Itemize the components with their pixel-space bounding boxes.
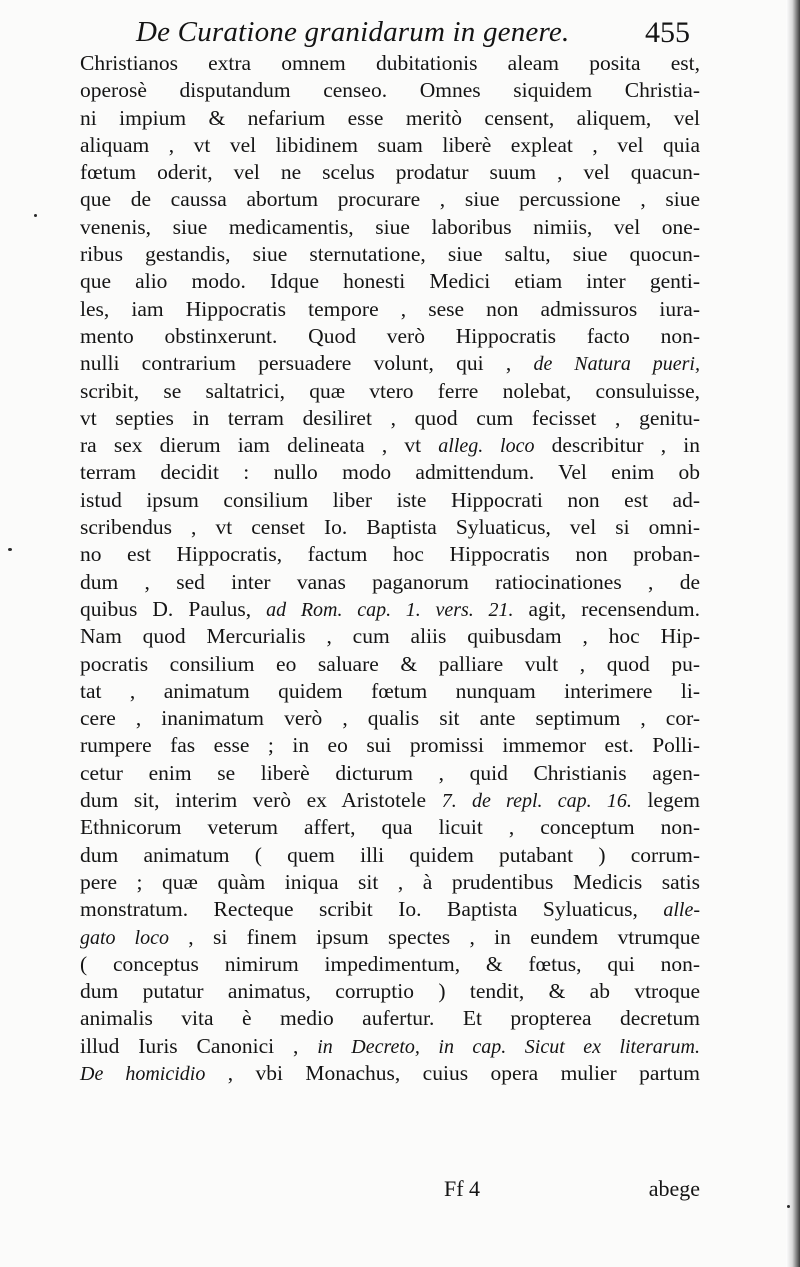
text-line: [80, 241, 700, 268]
text-segment: ribus gestandis, siue sternutatione, siue saltu, siue quocun-: [80, 242, 700, 267]
text-segment: monstratum. Recteque scribit Io. Baptista Syluaticus,: [80, 897, 664, 922]
italic-segment: alleg. loco: [438, 435, 535, 458]
text-line: [80, 978, 700, 1005]
text-segment: scribit, se saltatrici, quæ vtero ferre nolebat, consuluisse,: [80, 378, 700, 403]
text-line: [80, 705, 700, 732]
text-segment: nulli contrarium persuadere volunt, qui ,: [80, 351, 534, 376]
text-segment: les, iam Hippocratis tempore , sese non admissuros iura-: [80, 296, 700, 321]
text-line: [80, 459, 700, 486]
text-line: [80, 896, 700, 923]
text-segment: Christianos extra omnem dubitationis aleam posita est,: [80, 51, 700, 75]
ink-speck: [34, 214, 37, 217]
text-line: [80, 159, 700, 186]
text-segment: terram decidit : nullo modo admittendum. Vel enim ob: [80, 460, 700, 485]
text-line: [80, 924, 700, 951]
italic-segment: ad Rom. cap. 1. vers. 21.: [266, 598, 514, 621]
text-segment: describitur , in: [534, 433, 700, 458]
text-line: [80, 814, 700, 841]
running-title: De Curatione granidarum in genere.: [136, 16, 570, 48]
ink-speck: [8, 548, 12, 551]
text-line: [80, 514, 700, 541]
text-segment: , si finem ipsum spectes , in eundem vtrumque: [168, 924, 700, 949]
text-line: [80, 487, 700, 514]
text-line: [80, 214, 700, 241]
text-line: [80, 405, 700, 432]
text-segment: vt septies in terram desiliret , quod cum fecisset , genitu-: [80, 405, 700, 430]
text-segment: operosè disputandum censeo. Omnes siquidem Christia-: [80, 78, 700, 103]
text-line: [80, 596, 700, 623]
page-footer: [80, 1172, 700, 1208]
text-segment: cere , inanimatum verò , qualis sit ante septimum , cor-: [80, 706, 700, 731]
text-line: [80, 541, 700, 568]
text-line: [80, 105, 700, 132]
text-line: [80, 432, 700, 459]
text-line: [80, 296, 700, 323]
text-segment: ra sex dierum iam delineata , vt: [80, 433, 439, 458]
text-segment: istud ipsum consilium liber iste Hippocrati non est ad-: [80, 487, 700, 512]
text-line: [80, 323, 700, 350]
text-line: [80, 1005, 700, 1032]
text-segment: mento obstinxerunt. Quod verò Hippocratis facto non-: [80, 323, 700, 348]
italic-segment: alle-: [663, 899, 700, 922]
text-line: [80, 350, 700, 377]
text-segment: ni impium & nefarium esse meritò censent, aliquem, vel: [80, 105, 700, 130]
text-segment: scribendus , vt censet Io. Baptista Syluaticus, vel si omni-: [80, 515, 700, 540]
text-line: [80, 132, 700, 159]
text-segment: cetur enim se liberè dicturum , quid Christianis agen-: [80, 760, 700, 785]
text-segment: que de caussa abortum procurare , siue percussione , siue: [80, 187, 700, 212]
text-line: [80, 268, 700, 295]
text-line: [80, 77, 700, 104]
text-segment: quibus D. Paulus,: [80, 596, 267, 621]
text-segment: Nam quod Mercurialis , cum aliis quibusdam , hoc Hip-: [80, 624, 700, 649]
italic-segment: 7. de repl. cap. 16.: [441, 790, 632, 813]
text-line: [80, 623, 700, 650]
page-gutter-shadow: [786, 0, 800, 1267]
text-line: [80, 50, 700, 77]
text-segment: rumpere fas esse ; in eo sui promissi immemor est. Polli-: [80, 733, 700, 758]
text-segment: venenis, siue medicamentis, siue laboribus nimiis, vel one-: [80, 214, 700, 239]
text-line: [80, 186, 700, 213]
signature-mark: Ff 4: [444, 1176, 481, 1201]
text-line: [80, 678, 700, 705]
page-number: 455: [645, 16, 690, 49]
text-segment: tat , animatum quidem fœtum nunquam interimere li-: [80, 678, 700, 703]
text-segment: pere ; quæ quàm iniqua sit , à prudentibus Medicis satis: [80, 869, 700, 894]
text-segment: dum putatur animatus, corruptio ) tendit, & ab vtroque: [80, 979, 700, 1004]
text-line: [80, 760, 700, 787]
ink-speck: [787, 1205, 790, 1208]
text-line: [80, 1060, 700, 1087]
text-segment: ( conceptus nimirum impedimentum, & fœtus, qui non-: [80, 951, 700, 976]
text-line: [80, 869, 700, 896]
text-line: [80, 732, 700, 759]
text-segment: , vbi Monachus, cuius opera mulier partum: [205, 1060, 700, 1085]
italic-segment: De homicidio: [80, 1062, 206, 1085]
text-segment: illud Iuris Canonici ,: [80, 1033, 318, 1058]
text-line: [80, 951, 700, 978]
text-segment: que alio modo. Idque honesti Medici etiam inter genti-: [80, 269, 700, 294]
text-segment: dum sit, interim verò ex Aristotele: [80, 788, 442, 813]
text-segment: agit, recensendum.: [513, 596, 700, 621]
text-line: [80, 842, 700, 869]
italic-segment: in Decreto, in cap. Sicut ex literarum.: [317, 1035, 701, 1058]
text-line: [80, 651, 700, 678]
italic-segment: gato loco: [80, 926, 169, 949]
body-text: [80, 50, 700, 1087]
catchword: abege: [648, 1176, 700, 1201]
text-segment: no est Hippocratis, factum hoc Hippocratis non proban-: [80, 542, 700, 567]
text-segment: fœtum oderit, vel ne scelus prodatur suum , vel quacun-: [80, 160, 700, 185]
text-segment: legem: [631, 788, 700, 813]
text-segment: pocratis consilium eo saluare & palliare vult , quod pu-: [80, 651, 700, 676]
text-segment: dum , sed inter vanas paganorum ratiocinationes , de: [80, 569, 700, 594]
text-line: [80, 1033, 700, 1060]
text-segment: aliquam , vt vel libidinem suam liberè expleat , vel quia: [80, 132, 700, 157]
text-line: [80, 378, 700, 405]
page-header: [100, 14, 690, 54]
italic-segment: de Natura pueri,: [533, 353, 700, 376]
text-line: [80, 787, 700, 814]
text-segment: Ethnicorum veterum affert, qua licuit , conceptum non-: [80, 815, 700, 840]
text-segment: dum animatum ( quem illi quidem putabant ) corrum-: [80, 842, 700, 867]
text-segment: animalis vita è medio aufertur. Et propterea decretum: [80, 1006, 700, 1031]
text-line: [80, 569, 700, 596]
